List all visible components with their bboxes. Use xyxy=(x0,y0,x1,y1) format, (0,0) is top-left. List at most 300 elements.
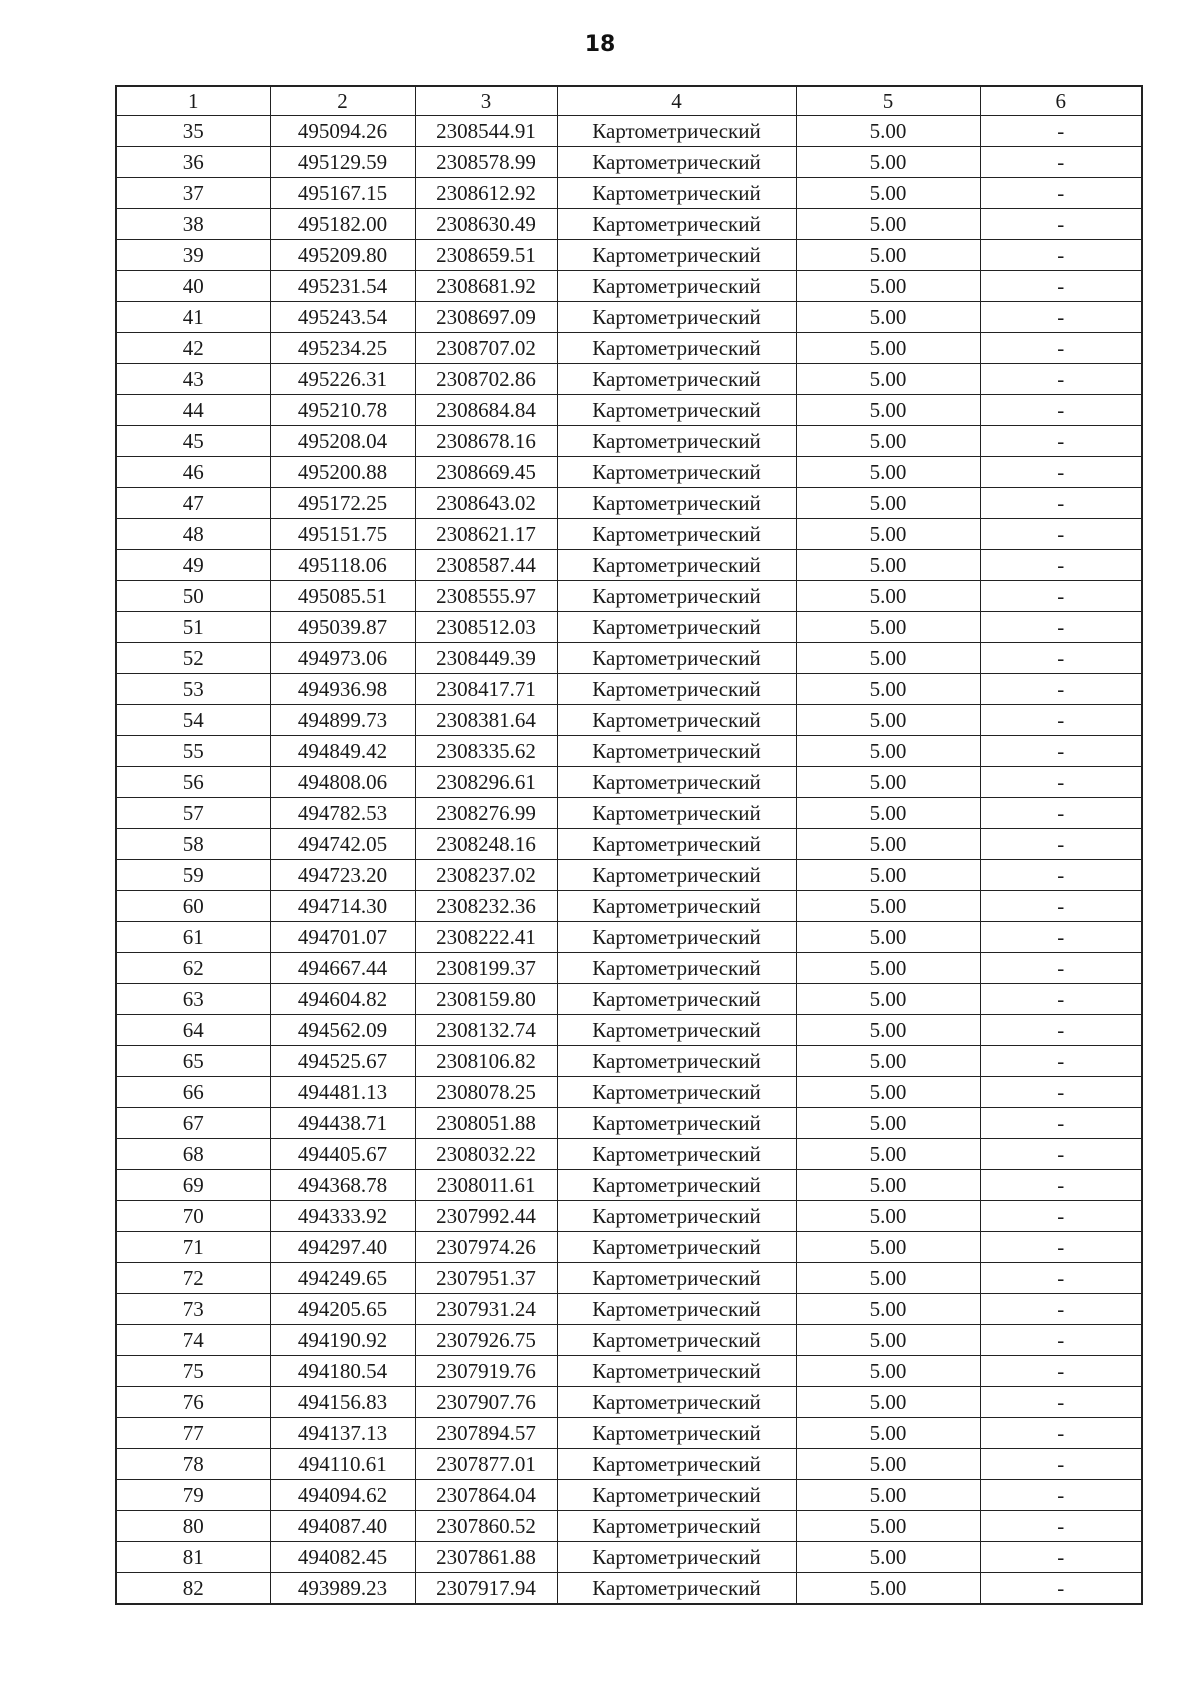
table-row xyxy=(116,984,1142,1015)
table-row xyxy=(116,860,1142,891)
table-row xyxy=(116,147,1142,178)
accuracy-cell: 5.00 xyxy=(796,1356,980,1387)
x-coordinate-cell: 495243.54 xyxy=(270,302,415,333)
method-cell: Картометрический xyxy=(557,1418,796,1449)
header-cell-1: 1 xyxy=(116,86,270,116)
x-coordinate-cell: 494562.09 xyxy=(270,1015,415,1046)
point-number-cell: 63 xyxy=(116,984,270,1015)
description-cell: - xyxy=(980,1263,1142,1294)
x-coordinate-cell: 495094.26 xyxy=(270,116,415,147)
description-cell: - xyxy=(980,364,1142,395)
description-cell: - xyxy=(980,984,1142,1015)
method-cell: Картометрический xyxy=(557,1015,796,1046)
y-coordinate-cell: 2308276.99 xyxy=(415,798,557,829)
x-coordinate-cell: 494094.62 xyxy=(270,1480,415,1511)
x-coordinate-cell: 494333.92 xyxy=(270,1201,415,1232)
accuracy-cell: 5.00 xyxy=(796,1418,980,1449)
description-cell: - xyxy=(980,1046,1142,1077)
y-coordinate-cell: 2307907.76 xyxy=(415,1387,557,1418)
method-cell: Картометрический xyxy=(557,767,796,798)
description-cell: - xyxy=(980,953,1142,984)
point-number-cell: 39 xyxy=(116,240,270,271)
table-row xyxy=(116,1108,1142,1139)
method-cell: Картометрический xyxy=(557,488,796,519)
accuracy-cell: 5.00 xyxy=(796,333,980,364)
x-coordinate-cell: 495234.25 xyxy=(270,333,415,364)
point-number-cell: 76 xyxy=(116,1387,270,1418)
point-number-cell: 64 xyxy=(116,1015,270,1046)
method-cell: Картометрический xyxy=(557,302,796,333)
accuracy-cell: 5.00 xyxy=(796,643,980,674)
x-coordinate-cell: 494525.67 xyxy=(270,1046,415,1077)
accuracy-cell: 5.00 xyxy=(796,829,980,860)
method-cell: Картометрический xyxy=(557,829,796,860)
table-row xyxy=(116,395,1142,426)
y-coordinate-cell: 2308702.86 xyxy=(415,364,557,395)
y-coordinate-cell: 2308296.61 xyxy=(415,767,557,798)
coordinates-table xyxy=(115,85,1143,1605)
method-cell: Картометрический xyxy=(557,1294,796,1325)
point-number-cell: 40 xyxy=(116,271,270,302)
description-cell: - xyxy=(980,1480,1142,1511)
description-cell: - xyxy=(980,302,1142,333)
point-number-cell: 81 xyxy=(116,1542,270,1573)
y-coordinate-cell: 2308544.91 xyxy=(415,116,557,147)
x-coordinate-cell: 494249.65 xyxy=(270,1263,415,1294)
table-row xyxy=(116,1015,1142,1046)
point-number-cell: 43 xyxy=(116,364,270,395)
method-cell: Картометрический xyxy=(557,457,796,488)
y-coordinate-cell: 2307894.57 xyxy=(415,1418,557,1449)
point-number-cell: 69 xyxy=(116,1170,270,1201)
y-coordinate-cell: 2308232.36 xyxy=(415,891,557,922)
header-cell-6: 6 xyxy=(980,86,1142,116)
header-cell-3: 3 xyxy=(415,86,557,116)
table-body xyxy=(116,116,1142,1605)
description-cell: - xyxy=(980,767,1142,798)
method-cell: Картометрический xyxy=(557,674,796,705)
accuracy-cell: 5.00 xyxy=(796,1077,980,1108)
x-coordinate-cell: 494667.44 xyxy=(270,953,415,984)
accuracy-cell: 5.00 xyxy=(796,891,980,922)
y-coordinate-cell: 2308335.62 xyxy=(415,736,557,767)
description-cell: - xyxy=(980,891,1142,922)
point-number-cell: 41 xyxy=(116,302,270,333)
point-number-cell: 47 xyxy=(116,488,270,519)
point-number-cell: 71 xyxy=(116,1232,270,1263)
table-row xyxy=(116,1201,1142,1232)
table-row xyxy=(116,922,1142,953)
method-cell: Картометрический xyxy=(557,581,796,612)
x-coordinate-cell: 495039.87 xyxy=(270,612,415,643)
x-coordinate-cell: 494714.30 xyxy=(270,891,415,922)
description-cell: - xyxy=(980,488,1142,519)
point-number-cell: 75 xyxy=(116,1356,270,1387)
table-row xyxy=(116,457,1142,488)
point-number-cell: 59 xyxy=(116,860,270,891)
accuracy-cell: 5.00 xyxy=(796,240,980,271)
x-coordinate-cell: 495208.04 xyxy=(270,426,415,457)
point-number-cell: 74 xyxy=(116,1325,270,1356)
table-row xyxy=(116,612,1142,643)
point-number-cell: 45 xyxy=(116,426,270,457)
description-cell: - xyxy=(980,581,1142,612)
method-cell: Картометрический xyxy=(557,1511,796,1542)
description-cell: - xyxy=(980,643,1142,674)
table-row xyxy=(116,1170,1142,1201)
x-coordinate-cell: 494087.40 xyxy=(270,1511,415,1542)
method-cell: Картометрический xyxy=(557,271,796,302)
table-row xyxy=(116,736,1142,767)
point-number-cell: 56 xyxy=(116,767,270,798)
y-coordinate-cell: 2308078.25 xyxy=(415,1077,557,1108)
point-number-cell: 82 xyxy=(116,1573,270,1605)
point-number-cell: 55 xyxy=(116,736,270,767)
point-number-cell: 42 xyxy=(116,333,270,364)
y-coordinate-cell: 2308381.64 xyxy=(415,705,557,736)
y-coordinate-cell: 2308011.61 xyxy=(415,1170,557,1201)
description-cell: - xyxy=(980,519,1142,550)
x-coordinate-cell: 495172.25 xyxy=(270,488,415,519)
point-number-cell: 60 xyxy=(116,891,270,922)
x-coordinate-cell: 495210.78 xyxy=(270,395,415,426)
method-cell: Картометрический xyxy=(557,1480,796,1511)
y-coordinate-cell: 2308449.39 xyxy=(415,643,557,674)
point-number-cell: 51 xyxy=(116,612,270,643)
accuracy-cell: 5.00 xyxy=(796,767,980,798)
table-row xyxy=(116,1511,1142,1542)
x-coordinate-cell: 495118.06 xyxy=(270,550,415,581)
y-coordinate-cell: 2308237.02 xyxy=(415,860,557,891)
table-row xyxy=(116,1480,1142,1511)
table-row xyxy=(116,550,1142,581)
table-row xyxy=(116,488,1142,519)
y-coordinate-cell: 2307974.26 xyxy=(415,1232,557,1263)
y-coordinate-cell: 2308684.84 xyxy=(415,395,557,426)
table-row xyxy=(116,302,1142,333)
point-number-cell: 49 xyxy=(116,550,270,581)
y-coordinate-cell: 2308681.92 xyxy=(415,271,557,302)
table-row xyxy=(116,829,1142,860)
accuracy-cell: 5.00 xyxy=(796,736,980,767)
x-coordinate-cell: 494297.40 xyxy=(270,1232,415,1263)
x-coordinate-cell: 495167.15 xyxy=(270,178,415,209)
method-cell: Картометрический xyxy=(557,705,796,736)
accuracy-cell: 5.00 xyxy=(796,519,980,550)
table-row xyxy=(116,1232,1142,1263)
method-cell: Картометрический xyxy=(557,426,796,457)
accuracy-cell: 5.00 xyxy=(796,1449,980,1480)
y-coordinate-cell: 2307864.04 xyxy=(415,1480,557,1511)
y-coordinate-cell: 2308555.97 xyxy=(415,581,557,612)
accuracy-cell: 5.00 xyxy=(796,1108,980,1139)
x-coordinate-cell: 494137.13 xyxy=(270,1418,415,1449)
accuracy-cell: 5.00 xyxy=(796,674,980,705)
y-coordinate-cell: 2307926.75 xyxy=(415,1325,557,1356)
table-row xyxy=(116,581,1142,612)
accuracy-cell: 5.00 xyxy=(796,1201,980,1232)
y-coordinate-cell: 2307919.76 xyxy=(415,1356,557,1387)
table-row xyxy=(116,643,1142,674)
x-coordinate-cell: 494205.65 xyxy=(270,1294,415,1325)
accuracy-cell: 5.00 xyxy=(796,395,980,426)
point-number-cell: 48 xyxy=(116,519,270,550)
point-number-cell: 58 xyxy=(116,829,270,860)
description-cell: - xyxy=(980,116,1142,147)
accuracy-cell: 5.00 xyxy=(796,1139,980,1170)
method-cell: Картометрический xyxy=(557,1077,796,1108)
accuracy-cell: 5.00 xyxy=(796,1573,980,1605)
description-cell: - xyxy=(980,240,1142,271)
accuracy-cell: 5.00 xyxy=(796,1325,980,1356)
point-number-cell: 72 xyxy=(116,1263,270,1294)
method-cell: Картометрический xyxy=(557,1170,796,1201)
method-cell: Картометрический xyxy=(557,364,796,395)
point-number-cell: 77 xyxy=(116,1418,270,1449)
y-coordinate-cell: 2308630.49 xyxy=(415,209,557,240)
description-cell: - xyxy=(980,1325,1142,1356)
point-number-cell: 38 xyxy=(116,209,270,240)
table-row xyxy=(116,271,1142,302)
x-coordinate-cell: 495129.59 xyxy=(270,147,415,178)
table-row xyxy=(116,519,1142,550)
y-coordinate-cell: 2308669.45 xyxy=(415,457,557,488)
description-cell: - xyxy=(980,612,1142,643)
table-row xyxy=(116,116,1142,147)
accuracy-cell: 5.00 xyxy=(796,860,980,891)
y-coordinate-cell: 2308643.02 xyxy=(415,488,557,519)
table-row xyxy=(116,240,1142,271)
point-number-cell: 80 xyxy=(116,1511,270,1542)
description-cell: - xyxy=(980,457,1142,488)
y-coordinate-cell: 2307931.24 xyxy=(415,1294,557,1325)
method-cell: Картометрический xyxy=(557,1232,796,1263)
method-cell: Картометрический xyxy=(557,953,796,984)
y-coordinate-cell: 2308417.71 xyxy=(415,674,557,705)
method-cell: Картометрический xyxy=(557,116,796,147)
description-cell: - xyxy=(980,147,1142,178)
x-coordinate-cell: 494405.67 xyxy=(270,1139,415,1170)
point-number-cell: 50 xyxy=(116,581,270,612)
y-coordinate-cell: 2308697.09 xyxy=(415,302,557,333)
description-cell: - xyxy=(980,705,1142,736)
accuracy-cell: 5.00 xyxy=(796,1542,980,1573)
table-row xyxy=(116,1356,1142,1387)
description-cell: - xyxy=(980,1232,1142,1263)
accuracy-cell: 5.00 xyxy=(796,178,980,209)
y-coordinate-cell: 2308587.44 xyxy=(415,550,557,581)
method-cell: Картометрический xyxy=(557,798,796,829)
accuracy-cell: 5.00 xyxy=(796,116,980,147)
accuracy-cell: 5.00 xyxy=(796,271,980,302)
description-cell: - xyxy=(980,395,1142,426)
description-cell: - xyxy=(980,333,1142,364)
point-number-cell: 70 xyxy=(116,1201,270,1232)
table-header xyxy=(116,86,1142,116)
accuracy-cell: 5.00 xyxy=(796,953,980,984)
y-coordinate-cell: 2307951.37 xyxy=(415,1263,557,1294)
description-cell: - xyxy=(980,829,1142,860)
point-number-cell: 57 xyxy=(116,798,270,829)
x-coordinate-cell: 494180.54 xyxy=(270,1356,415,1387)
method-cell: Картометрический xyxy=(557,1046,796,1077)
description-cell: - xyxy=(980,1077,1142,1108)
point-number-cell: 37 xyxy=(116,178,270,209)
method-cell: Картометрический xyxy=(557,922,796,953)
method-cell: Картометрический xyxy=(557,1387,796,1418)
table-row xyxy=(116,767,1142,798)
table-row xyxy=(116,1387,1142,1418)
y-coordinate-cell: 2308032.22 xyxy=(415,1139,557,1170)
x-coordinate-cell: 494808.06 xyxy=(270,767,415,798)
table-row xyxy=(116,333,1142,364)
table-row xyxy=(116,1263,1142,1294)
accuracy-cell: 5.00 xyxy=(796,1387,980,1418)
description-cell: - xyxy=(980,1015,1142,1046)
method-cell: Картометрический xyxy=(557,147,796,178)
y-coordinate-cell: 2308159.80 xyxy=(415,984,557,1015)
description-cell: - xyxy=(980,1418,1142,1449)
method-cell: Картометрический xyxy=(557,333,796,364)
accuracy-cell: 5.00 xyxy=(796,1015,980,1046)
point-number-cell: 46 xyxy=(116,457,270,488)
point-number-cell: 66 xyxy=(116,1077,270,1108)
accuracy-cell: 5.00 xyxy=(796,364,980,395)
y-coordinate-cell: 2308248.16 xyxy=(415,829,557,860)
description-cell: - xyxy=(980,1356,1142,1387)
method-cell: Картометрический xyxy=(557,891,796,922)
point-number-cell: 68 xyxy=(116,1139,270,1170)
description-cell: - xyxy=(980,1387,1142,1418)
point-number-cell: 79 xyxy=(116,1480,270,1511)
method-cell: Картометрический xyxy=(557,860,796,891)
description-cell: - xyxy=(980,1449,1142,1480)
accuracy-cell: 5.00 xyxy=(796,1232,980,1263)
method-cell: Картометрический xyxy=(557,1573,796,1605)
y-coordinate-cell: 2308578.99 xyxy=(415,147,557,178)
accuracy-cell: 5.00 xyxy=(796,209,980,240)
y-coordinate-cell: 2308621.17 xyxy=(415,519,557,550)
method-cell: Картометрический xyxy=(557,1542,796,1573)
header-cell-2: 2 xyxy=(270,86,415,116)
point-number-cell: 73 xyxy=(116,1294,270,1325)
x-coordinate-cell: 494156.83 xyxy=(270,1387,415,1418)
accuracy-cell: 5.00 xyxy=(796,1480,980,1511)
header-cell-5: 5 xyxy=(796,86,980,116)
accuracy-cell: 5.00 xyxy=(796,922,980,953)
x-coordinate-cell: 494849.42 xyxy=(270,736,415,767)
y-coordinate-cell: 2308199.37 xyxy=(415,953,557,984)
x-coordinate-cell: 494899.73 xyxy=(270,705,415,736)
description-cell: - xyxy=(980,1542,1142,1573)
y-coordinate-cell: 2307877.01 xyxy=(415,1449,557,1480)
y-coordinate-cell: 2308512.03 xyxy=(415,612,557,643)
method-cell: Картометрический xyxy=(557,1201,796,1232)
accuracy-cell: 5.00 xyxy=(796,705,980,736)
table-row xyxy=(116,1418,1142,1449)
description-cell: - xyxy=(980,1294,1142,1325)
accuracy-cell: 5.00 xyxy=(796,984,980,1015)
x-coordinate-cell: 494481.13 xyxy=(270,1077,415,1108)
x-coordinate-cell: 493989.23 xyxy=(270,1573,415,1605)
accuracy-cell: 5.00 xyxy=(796,147,980,178)
point-number-cell: 67 xyxy=(116,1108,270,1139)
table-row xyxy=(116,1046,1142,1077)
x-coordinate-cell: 494936.98 xyxy=(270,674,415,705)
table-row xyxy=(116,798,1142,829)
point-number-cell: 62 xyxy=(116,953,270,984)
point-number-cell: 35 xyxy=(116,116,270,147)
point-number-cell: 61 xyxy=(116,922,270,953)
description-cell: - xyxy=(980,736,1142,767)
accuracy-cell: 5.00 xyxy=(796,798,980,829)
method-cell: Картометрический xyxy=(557,736,796,767)
y-coordinate-cell: 2308659.51 xyxy=(415,240,557,271)
y-coordinate-cell: 2307917.94 xyxy=(415,1573,557,1605)
point-number-cell: 78 xyxy=(116,1449,270,1480)
accuracy-cell: 5.00 xyxy=(796,1263,980,1294)
table-row xyxy=(116,1325,1142,1356)
x-coordinate-cell: 495231.54 xyxy=(270,271,415,302)
description-cell: - xyxy=(980,426,1142,457)
description-cell: - xyxy=(980,178,1142,209)
table-row xyxy=(116,209,1142,240)
y-coordinate-cell: 2308132.74 xyxy=(415,1015,557,1046)
y-coordinate-cell: 2308051.88 xyxy=(415,1108,557,1139)
point-number-cell: 36 xyxy=(116,147,270,178)
method-cell: Картометрический xyxy=(557,550,796,581)
table-row xyxy=(116,891,1142,922)
description-cell: - xyxy=(980,550,1142,581)
method-cell: Картометрический xyxy=(557,612,796,643)
description-cell: - xyxy=(980,860,1142,891)
x-coordinate-cell: 494082.45 xyxy=(270,1542,415,1573)
description-cell: - xyxy=(980,1139,1142,1170)
method-cell: Картометрический xyxy=(557,519,796,550)
table-row xyxy=(116,1573,1142,1605)
method-cell: Картометрический xyxy=(557,395,796,426)
table-row xyxy=(116,953,1142,984)
method-cell: Картометрический xyxy=(557,643,796,674)
accuracy-cell: 5.00 xyxy=(796,1294,980,1325)
accuracy-cell: 5.00 xyxy=(796,488,980,519)
point-number-cell: 52 xyxy=(116,643,270,674)
x-coordinate-cell: 494438.71 xyxy=(270,1108,415,1139)
method-cell: Картометрический xyxy=(557,1139,796,1170)
accuracy-cell: 5.00 xyxy=(796,426,980,457)
table-row xyxy=(116,674,1142,705)
description-cell: - xyxy=(980,209,1142,240)
x-coordinate-cell: 495200.88 xyxy=(270,457,415,488)
table-row xyxy=(116,426,1142,457)
accuracy-cell: 5.00 xyxy=(796,457,980,488)
table-row xyxy=(116,364,1142,395)
method-cell: Картометрический xyxy=(557,1108,796,1139)
accuracy-cell: 5.00 xyxy=(796,550,980,581)
header-cell-4: 4 xyxy=(557,86,796,116)
table-row xyxy=(116,705,1142,736)
point-number-cell: 44 xyxy=(116,395,270,426)
point-number-cell: 65 xyxy=(116,1046,270,1077)
x-coordinate-cell: 495151.75 xyxy=(270,519,415,550)
description-cell: - xyxy=(980,1511,1142,1542)
y-coordinate-cell: 2308222.41 xyxy=(415,922,557,953)
table-row xyxy=(116,178,1142,209)
description-cell: - xyxy=(980,271,1142,302)
accuracy-cell: 5.00 xyxy=(796,612,980,643)
method-cell: Картометрический xyxy=(557,1449,796,1480)
method-cell: Картометрический xyxy=(557,1325,796,1356)
